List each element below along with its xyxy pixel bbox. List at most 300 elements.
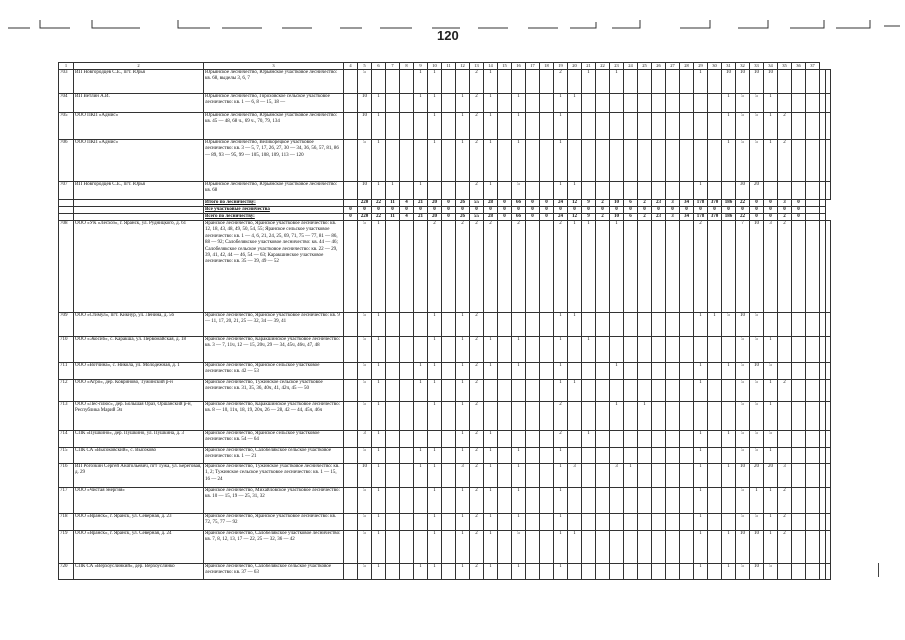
forest-location: Яранское лесничество, Яранское участковое лесничество: кв. 72, 75, 77 — 92 <box>204 514 344 531</box>
totals-row <box>59 200 831 207</box>
value-cell: 1 <box>456 380 470 402</box>
value-cell: 5 <box>358 514 372 531</box>
organization-name: ООО «Чистая энергия» <box>74 488 204 514</box>
value-cell: 1 <box>512 337 526 363</box>
value-cell <box>442 564 456 580</box>
forest-location: Яранское лесничество, Яранское сельское участковое лесничество: кв. 54 — 64 <box>204 431 344 448</box>
value-cell: 1 <box>372 140 386 182</box>
value-cell: 2 <box>470 140 484 182</box>
value-cell: 1 <box>722 564 736 580</box>
value-cell <box>386 431 400 448</box>
value-cell <box>428 431 442 448</box>
value-cell <box>652 337 666 363</box>
value-cell <box>680 221 694 313</box>
forest-location: Юрьянское лесничество, Юрьянское участковое лесничество: кв. 68, выделы 3, 6, 7 <box>204 70 344 94</box>
value-cell <box>568 448 582 464</box>
value-cell <box>624 448 638 464</box>
column-number: 18 <box>540 63 554 70</box>
value-cell <box>596 488 610 514</box>
value-cell: 1 <box>372 514 386 531</box>
row-number: 711 <box>59 363 74 380</box>
value-cell <box>498 182 512 200</box>
total-value: 26 <box>456 200 470 207</box>
total-value: 10 <box>610 200 624 207</box>
value-cell <box>344 70 358 94</box>
organization-name: СПК СА «Верхоуслинкий», дер. Верхоуслинко <box>74 564 204 580</box>
column-number: 9 <box>414 63 428 70</box>
total-value: 178 <box>694 214 708 221</box>
value-cell <box>582 514 596 531</box>
value-cell: 1 <box>372 431 386 448</box>
page-number: 120 <box>437 28 459 43</box>
value-cell <box>708 337 722 363</box>
value-cell <box>540 221 554 313</box>
total-value: 0 <box>764 200 778 207</box>
value-cell: 1 <box>694 363 708 380</box>
table-row <box>59 431 831 448</box>
value-cell <box>694 402 708 431</box>
total-value: 21 <box>414 214 428 221</box>
total-value: 2 <box>596 214 610 221</box>
value-cell <box>708 402 722 431</box>
value-cell <box>624 313 638 337</box>
value-cell: 1 <box>764 488 778 514</box>
organization-name: ИП Новгородцев С.Е., пгт. Юрья <box>74 182 204 200</box>
total-value: 0 <box>428 207 442 214</box>
value-cell <box>386 380 400 402</box>
column-number: 8 <box>400 63 414 70</box>
value-cell <box>526 113 540 140</box>
value-cell: 2 <box>778 380 792 402</box>
value-cell <box>610 182 624 200</box>
value-cell: 1 <box>456 488 470 514</box>
value-cell <box>778 402 792 431</box>
value-cell: 10 <box>736 70 750 94</box>
value-cell: 1 <box>456 140 470 182</box>
value-cell <box>344 221 358 313</box>
value-cell <box>442 363 456 380</box>
value-cell <box>526 313 540 337</box>
value-cell <box>610 94 624 113</box>
value-cell <box>526 94 540 113</box>
organization-name: СПК СА «Высоковский», с. Высоково <box>74 448 204 464</box>
total-value <box>820 200 826 207</box>
total-value: 0 <box>694 207 708 214</box>
forest-location: Яранское лесничество, Яранское сельское участковое лесничество: кв. 42 — 53 <box>204 363 344 380</box>
value-cell <box>624 380 638 402</box>
value-cell <box>344 140 358 182</box>
value-cell <box>666 70 680 94</box>
total-value <box>806 214 820 221</box>
value-cell <box>400 140 414 182</box>
value-cell: 1 <box>554 182 568 200</box>
value-cell <box>512 431 526 448</box>
value-cell: 5 <box>358 564 372 580</box>
total-value: 3 <box>666 214 680 221</box>
value-cell <box>540 464 554 488</box>
value-cell: 2 <box>470 337 484 363</box>
table-cell <box>59 214 74 221</box>
value-cell: 5 <box>358 140 372 182</box>
value-cell <box>596 448 610 464</box>
value-cell: 10 <box>736 313 750 337</box>
value-cell: 5 <box>750 113 764 140</box>
value-cell <box>792 531 806 564</box>
value-cell <box>610 380 624 402</box>
value-cell: 1 <box>722 113 736 140</box>
value-cell <box>708 221 722 313</box>
value-cell: 5 <box>358 313 372 337</box>
value-cell: 5 <box>736 140 750 182</box>
value-cell <box>386 464 400 488</box>
value-cell <box>680 448 694 464</box>
column-number: 1 <box>59 63 74 70</box>
value-cell: 1 <box>428 488 442 514</box>
value-cell <box>680 113 694 140</box>
value-cell <box>540 70 554 94</box>
value-cell: 1 <box>764 402 778 431</box>
value-cell <box>708 564 722 580</box>
value-cell <box>792 488 806 514</box>
value-cell: 1 <box>414 182 428 200</box>
table-cell <box>59 200 74 207</box>
value-cell <box>526 488 540 514</box>
value-cell: 1 <box>484 448 498 464</box>
value-cell: 2 <box>470 564 484 580</box>
value-cell <box>806 514 820 531</box>
value-cell <box>344 464 358 488</box>
value-cell <box>498 380 512 402</box>
table-row <box>59 140 831 182</box>
value-cell: 1 <box>484 464 498 488</box>
value-cell <box>582 363 596 380</box>
forest-location: Яранское лесничество, Яранское участковое лесничество: кв. 9 — 11, 17, 20, 21, 25 — 32, 34 — 39, 41 <box>204 313 344 337</box>
value-cell: 1 <box>456 431 470 448</box>
value-cell: 10 <box>358 94 372 113</box>
value-cell <box>652 531 666 564</box>
value-cell <box>596 182 610 200</box>
value-cell: 1 <box>750 488 764 514</box>
value-cell <box>386 221 400 313</box>
value-cell <box>638 531 652 564</box>
value-cell: 5 <box>764 363 778 380</box>
value-cell <box>442 464 456 488</box>
value-cell: 1 <box>456 564 470 580</box>
total-value: 0 <box>624 207 638 214</box>
value-cell: 1 <box>722 531 736 564</box>
organization-name: ИП Новгородцев С.Е., пгт. Юрья <box>74 70 204 94</box>
total-value: 0 <box>750 207 764 214</box>
value-cell <box>825 70 831 94</box>
value-cell: 20 <box>750 182 764 200</box>
value-cell: 10 <box>722 70 736 94</box>
column-number: 17 <box>526 63 540 70</box>
value-cell: 1 <box>428 140 442 182</box>
value-cell: 2 <box>456 221 470 313</box>
value-cell: 5 <box>736 363 750 380</box>
column-number: 13 <box>470 63 484 70</box>
value-cell: 1 <box>372 113 386 140</box>
value-cell: 1 <box>372 531 386 564</box>
total-value: 0 <box>442 214 456 221</box>
value-cell <box>540 337 554 363</box>
value-cell: 1 <box>428 363 442 380</box>
value-cell <box>344 448 358 464</box>
value-cell <box>400 363 414 380</box>
value-cell <box>638 380 652 402</box>
value-cell <box>596 402 610 431</box>
value-cell: 2 <box>554 402 568 431</box>
value-cell <box>825 313 831 337</box>
value-cell <box>624 182 638 200</box>
total-value: 9 <box>582 200 596 207</box>
total-value: 0 <box>400 207 414 214</box>
total-value: 0 <box>498 207 512 214</box>
value-cell: 1 <box>414 94 428 113</box>
value-cell <box>344 182 358 200</box>
column-number: 28 <box>680 63 694 70</box>
value-cell: 1 <box>568 94 582 113</box>
value-cell <box>610 448 624 464</box>
column-number: 5 <box>358 63 372 70</box>
value-cell <box>792 431 806 448</box>
value-cell: 1 <box>554 448 568 464</box>
value-cell <box>694 94 708 113</box>
total-value: 370 <box>708 200 722 207</box>
value-cell <box>666 313 680 337</box>
value-cell <box>386 488 400 514</box>
value-cell <box>540 113 554 140</box>
value-cell <box>540 531 554 564</box>
total-value: 0 <box>540 207 554 214</box>
value-cell <box>498 140 512 182</box>
table-row <box>59 488 831 514</box>
value-cell <box>652 140 666 182</box>
value-cell <box>652 380 666 402</box>
value-cell <box>498 448 512 464</box>
value-cell <box>806 140 820 182</box>
value-cell: 1 <box>554 337 568 363</box>
value-cell <box>806 402 820 431</box>
column-number: 33 <box>750 63 764 70</box>
total-value: 66 <box>512 200 526 207</box>
organization-name: ООО «УК «Лесхоз», г. Яранск, ул. Рудницкого, д. 61 <box>74 221 204 313</box>
value-cell: 2 <box>470 531 484 564</box>
value-cell <box>610 113 624 140</box>
row-number: 703 <box>59 70 74 94</box>
value-cell: 1 <box>764 448 778 464</box>
value-cell <box>638 363 652 380</box>
total-value <box>820 214 826 221</box>
value-cell <box>344 531 358 564</box>
row-number: 713 <box>59 402 74 431</box>
value-cell: 1 <box>512 464 526 488</box>
total-value: 2 <box>596 200 610 207</box>
value-cell <box>582 140 596 182</box>
value-cell <box>666 380 680 402</box>
organization-name: ООО «Вотчина», с. Никола, ул. Молодежная, д. 1 <box>74 363 204 380</box>
value-cell: 1 <box>484 337 498 363</box>
value-cell: 5 <box>358 402 372 431</box>
value-cell <box>825 380 831 402</box>
value-cell: 2 <box>470 448 484 464</box>
value-cell: 1 <box>764 531 778 564</box>
value-cell <box>582 464 596 488</box>
value-cell: 2 <box>470 113 484 140</box>
value-cell: 1 <box>694 448 708 464</box>
value-cell: 10 <box>750 70 764 94</box>
value-cell: 5 <box>358 488 372 514</box>
total-value: 178 <box>694 200 708 207</box>
value-cell <box>680 70 694 94</box>
value-cell: 5 <box>736 94 750 113</box>
value-cell <box>414 514 428 531</box>
total-value: 23 <box>652 200 666 207</box>
total-value: 0 <box>512 207 526 214</box>
value-cell <box>806 448 820 464</box>
value-cell: 1 <box>428 514 442 531</box>
value-cell <box>666 402 680 431</box>
value-cell <box>806 564 820 580</box>
total-value: 24 <box>554 200 568 207</box>
row-number: 715 <box>59 448 74 464</box>
value-cell <box>792 113 806 140</box>
value-cell: 1 <box>428 402 442 431</box>
value-cell <box>442 113 456 140</box>
value-cell <box>680 564 694 580</box>
table-row <box>59 531 831 564</box>
value-cell <box>708 94 722 113</box>
value-cell: 1 <box>456 313 470 337</box>
value-cell: 2 <box>554 431 568 448</box>
value-cell: 1 <box>554 380 568 402</box>
value-cell: 1 <box>484 140 498 182</box>
value-cell <box>526 140 540 182</box>
column-number: 22 <box>596 63 610 70</box>
table-row <box>59 94 831 113</box>
value-cell <box>512 402 526 431</box>
value-cell <box>680 402 694 431</box>
table-row <box>59 313 831 337</box>
column-number: 29 <box>694 63 708 70</box>
column-number: 21 <box>582 63 596 70</box>
value-cell: 1 <box>414 448 428 464</box>
value-cell <box>624 564 638 580</box>
total-value: 0 <box>792 200 806 207</box>
total-value: 34 <box>680 200 694 207</box>
value-cell: 1 <box>764 514 778 531</box>
value-cell <box>778 337 792 363</box>
value-cell <box>540 380 554 402</box>
value-cell <box>722 221 736 313</box>
value-cell <box>806 70 820 94</box>
row-number: 705 <box>59 113 74 140</box>
value-cell: 10 <box>736 531 750 564</box>
value-cell <box>498 70 512 94</box>
value-cell <box>442 140 456 182</box>
value-cell: 1 <box>554 113 568 140</box>
value-cell: 5 <box>736 337 750 363</box>
value-cell: 5 <box>736 402 750 431</box>
total-value: 34 <box>680 214 694 221</box>
value-cell <box>596 363 610 380</box>
organization-name: ООО «Яранск», г. Яранск, ул. Северная, д. 23 <box>74 514 204 531</box>
value-cell: 1 <box>582 337 596 363</box>
organization-name: ООО ПКП «Адмис» <box>74 113 204 140</box>
value-cell: 2 <box>470 70 484 94</box>
value-cell: 2 <box>470 488 484 514</box>
value-cell: 2 <box>778 221 792 313</box>
value-cell: 1 <box>610 221 624 313</box>
value-cell <box>582 313 596 337</box>
table-row <box>59 448 831 464</box>
value-cell <box>344 431 358 448</box>
value-cell <box>442 431 456 448</box>
total-value: 3 <box>778 200 792 207</box>
value-cell <box>792 380 806 402</box>
value-cell: 1 <box>512 363 526 380</box>
total-value: 0 <box>610 207 624 214</box>
value-cell: 1 <box>414 380 428 402</box>
value-cell <box>596 464 610 488</box>
value-cell: 5 <box>358 380 372 402</box>
total-value: 220 <box>358 200 372 207</box>
value-cell: 5 <box>736 113 750 140</box>
value-cell <box>568 431 582 448</box>
value-cell <box>638 488 652 514</box>
value-cell: 2 <box>470 363 484 380</box>
value-cell: 5 <box>736 380 750 402</box>
value-cell <box>540 448 554 464</box>
value-cell <box>638 94 652 113</box>
value-cell <box>344 113 358 140</box>
value-cell <box>652 514 666 531</box>
value-cell: 1 <box>554 531 568 564</box>
value-cell: 10 <box>750 221 764 313</box>
value-cell: 1 <box>568 221 582 313</box>
value-cell <box>498 464 512 488</box>
total-value: 0 <box>344 207 358 214</box>
value-cell <box>680 380 694 402</box>
value-cell: 1 <box>456 94 470 113</box>
total-value: 0 <box>792 207 806 214</box>
value-cell <box>386 564 400 580</box>
value-cell <box>596 70 610 94</box>
value-cell <box>596 337 610 363</box>
value-cell <box>498 221 512 313</box>
value-cell: 5 <box>722 313 736 337</box>
value-cell: 2 <box>470 221 484 313</box>
value-cell <box>442 448 456 464</box>
value-cell <box>386 140 400 182</box>
value-cell <box>540 564 554 580</box>
value-cell <box>386 70 400 94</box>
value-cell <box>344 363 358 380</box>
value-cell <box>540 431 554 448</box>
value-cell <box>414 221 428 313</box>
value-cell: 2 <box>554 70 568 94</box>
value-cell <box>708 448 722 464</box>
value-cell <box>778 94 792 113</box>
value-cell <box>708 363 722 380</box>
value-cell <box>400 431 414 448</box>
total-value: 12 <box>568 200 582 207</box>
value-cell: 1 <box>456 531 470 564</box>
value-cell: 10 <box>750 363 764 380</box>
value-cell: 5 <box>750 514 764 531</box>
value-cell <box>526 182 540 200</box>
value-cell <box>792 221 806 313</box>
